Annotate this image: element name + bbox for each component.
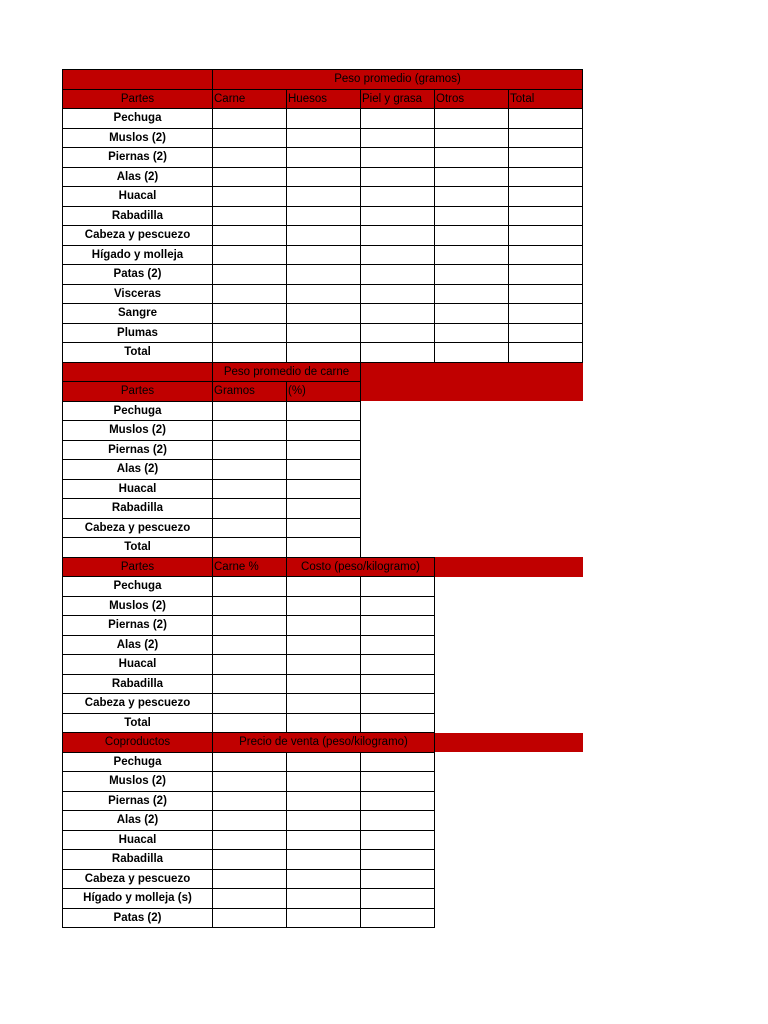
table-row bbox=[63, 323, 583, 343]
table-row bbox=[63, 577, 583, 597]
input-cell[interactable] bbox=[287, 674, 361, 694]
input-cell[interactable] bbox=[213, 226, 287, 246]
empty-cell bbox=[435, 440, 509, 460]
input-cell[interactable] bbox=[361, 245, 435, 265]
input-cell[interactable] bbox=[361, 343, 435, 363]
input-cell[interactable] bbox=[361, 226, 435, 246]
row-label: Cabeza y pescuezo bbox=[63, 694, 213, 714]
table-row bbox=[63, 460, 583, 480]
input-cell[interactable] bbox=[361, 889, 435, 909]
table-row bbox=[63, 655, 583, 675]
input-cell[interactable] bbox=[287, 304, 361, 324]
input-cell[interactable] bbox=[213, 245, 287, 265]
row-label: Alas (2) bbox=[63, 635, 213, 655]
input-cell[interactable] bbox=[213, 265, 287, 285]
input-cell[interactable] bbox=[287, 889, 361, 909]
row-label: Pechuga bbox=[63, 752, 213, 772]
input-cell[interactable] bbox=[509, 206, 583, 226]
empty-cell bbox=[509, 713, 583, 733]
column-header: Gramos bbox=[213, 382, 287, 402]
table-row bbox=[63, 713, 583, 733]
row-label: Plumas bbox=[63, 323, 213, 343]
input-cell[interactable] bbox=[435, 323, 509, 343]
empty-cell bbox=[435, 635, 509, 655]
input-cell[interactable] bbox=[213, 538, 287, 558]
empty-cell bbox=[435, 694, 509, 714]
input-cell[interactable] bbox=[287, 109, 361, 129]
input-cell[interactable] bbox=[287, 655, 361, 675]
input-cell[interactable] bbox=[287, 460, 361, 480]
input-cell[interactable] bbox=[213, 713, 287, 733]
input-cell[interactable] bbox=[213, 128, 287, 148]
input-cell[interactable] bbox=[435, 245, 509, 265]
input-cell[interactable] bbox=[361, 596, 435, 616]
empty-cell bbox=[435, 752, 509, 772]
empty-cell bbox=[509, 733, 583, 753]
empty-cell bbox=[435, 499, 509, 519]
input-cell[interactable] bbox=[509, 109, 583, 129]
input-cell[interactable] bbox=[287, 694, 361, 714]
row-label: Total bbox=[63, 713, 213, 733]
input-cell[interactable] bbox=[213, 167, 287, 187]
input-cell[interactable] bbox=[213, 674, 287, 694]
empty-cell bbox=[435, 908, 509, 928]
input-cell[interactable] bbox=[435, 148, 509, 168]
empty-cell bbox=[435, 401, 509, 421]
input-cell[interactable] bbox=[361, 616, 435, 636]
input-cell[interactable] bbox=[287, 791, 361, 811]
row-label: Visceras bbox=[63, 284, 213, 304]
input-cell[interactable] bbox=[361, 830, 435, 850]
empty-cell bbox=[509, 616, 583, 636]
column-header: Otros bbox=[435, 89, 509, 109]
table-row bbox=[63, 167, 583, 187]
table-row bbox=[63, 538, 583, 558]
table-row bbox=[63, 850, 583, 870]
empty-cell bbox=[435, 869, 509, 889]
input-cell[interactable] bbox=[287, 908, 361, 928]
input-cell[interactable] bbox=[435, 128, 509, 148]
row-label: Alas (2) bbox=[63, 811, 213, 831]
table-row bbox=[63, 635, 583, 655]
input-cell[interactable] bbox=[361, 109, 435, 129]
empty-cell bbox=[435, 596, 509, 616]
empty-cell bbox=[435, 830, 509, 850]
empty-cell bbox=[435, 811, 509, 831]
empty-cell bbox=[509, 362, 583, 382]
row-label: Huacal bbox=[63, 187, 213, 207]
input-cell[interactable] bbox=[213, 460, 287, 480]
row-label: Alas (2) bbox=[63, 167, 213, 187]
empty-cell bbox=[435, 460, 509, 480]
input-cell[interactable] bbox=[213, 791, 287, 811]
column-header: Piel y grasa bbox=[361, 89, 435, 109]
row-label: Pechuga bbox=[63, 577, 213, 597]
row-label: Cabeza y pescuezo bbox=[63, 226, 213, 246]
input-cell[interactable] bbox=[213, 187, 287, 207]
input-cell[interactable] bbox=[287, 850, 361, 870]
table-row bbox=[63, 518, 583, 538]
row-label: Alas (2) bbox=[63, 460, 213, 480]
empty-cell bbox=[509, 655, 583, 675]
table-row bbox=[63, 889, 583, 909]
table-row bbox=[63, 772, 583, 792]
table-row bbox=[63, 830, 583, 850]
row-label: Patas (2) bbox=[63, 908, 213, 928]
input-cell[interactable] bbox=[287, 323, 361, 343]
input-cell[interactable] bbox=[213, 869, 287, 889]
empty-cell bbox=[509, 596, 583, 616]
input-cell[interactable] bbox=[213, 518, 287, 538]
input-cell[interactable] bbox=[287, 128, 361, 148]
table-row bbox=[63, 265, 583, 285]
input-cell[interactable] bbox=[213, 401, 287, 421]
empty-cell bbox=[509, 382, 583, 402]
input-cell[interactable] bbox=[509, 284, 583, 304]
input-cell[interactable] bbox=[287, 187, 361, 207]
input-cell[interactable] bbox=[213, 499, 287, 519]
input-cell[interactable] bbox=[213, 850, 287, 870]
input-cell[interactable] bbox=[361, 635, 435, 655]
row-label: Rabadilla bbox=[63, 850, 213, 870]
input-cell[interactable] bbox=[361, 772, 435, 792]
empty-cell bbox=[361, 382, 435, 402]
row-label: Sangre bbox=[63, 304, 213, 324]
table-row bbox=[63, 187, 583, 207]
row-label: Muslos (2) bbox=[63, 421, 213, 441]
input-cell[interactable] bbox=[213, 421, 287, 441]
empty-cell bbox=[509, 850, 583, 870]
input-cell[interactable] bbox=[361, 908, 435, 928]
input-cell[interactable] bbox=[287, 830, 361, 850]
input-cell[interactable] bbox=[509, 187, 583, 207]
table-row bbox=[63, 752, 583, 772]
row-label: Cabeza y pescuezo bbox=[63, 869, 213, 889]
row-label: Huacal bbox=[63, 830, 213, 850]
column-header: Precio de venta (peso/kilogramo) bbox=[213, 733, 435, 753]
input-cell[interactable] bbox=[287, 538, 361, 558]
input-cell[interactable] bbox=[213, 206, 287, 226]
input-cell[interactable] bbox=[287, 284, 361, 304]
row-label: Patas (2) bbox=[63, 265, 213, 285]
empty-cell bbox=[361, 538, 435, 558]
input-cell[interactable] bbox=[509, 226, 583, 246]
empty-cell bbox=[361, 479, 435, 499]
input-cell[interactable] bbox=[361, 187, 435, 207]
input-cell[interactable] bbox=[213, 323, 287, 343]
input-cell[interactable] bbox=[287, 265, 361, 285]
input-cell[interactable] bbox=[213, 479, 287, 499]
input-cell[interactable] bbox=[287, 440, 361, 460]
empty-cell bbox=[509, 421, 583, 441]
input-cell[interactable] bbox=[361, 752, 435, 772]
input-cell[interactable] bbox=[213, 889, 287, 909]
input-cell[interactable] bbox=[361, 869, 435, 889]
input-cell[interactable] bbox=[435, 284, 509, 304]
empty-cell bbox=[361, 499, 435, 519]
input-cell[interactable] bbox=[287, 206, 361, 226]
input-cell[interactable] bbox=[509, 343, 583, 363]
empty-cell bbox=[509, 869, 583, 889]
input-cell[interactable] bbox=[213, 440, 287, 460]
column-header: Costo (peso/kilogramo) bbox=[287, 557, 435, 577]
row-label: Rabadilla bbox=[63, 674, 213, 694]
row-label: Muslos (2) bbox=[63, 772, 213, 792]
input-cell[interactable] bbox=[287, 226, 361, 246]
row-label: Huacal bbox=[63, 655, 213, 675]
spreadsheet-table bbox=[62, 69, 583, 928]
input-cell[interactable] bbox=[361, 323, 435, 343]
table-row bbox=[63, 148, 583, 168]
empty-cell bbox=[509, 479, 583, 499]
empty-cell bbox=[435, 557, 509, 577]
table-row bbox=[63, 245, 583, 265]
empty-cell bbox=[509, 830, 583, 850]
input-cell[interactable] bbox=[287, 148, 361, 168]
input-cell[interactable] bbox=[435, 304, 509, 324]
input-cell[interactable] bbox=[213, 577, 287, 597]
input-cell[interactable] bbox=[361, 713, 435, 733]
row-label: Piernas (2) bbox=[63, 791, 213, 811]
input-cell[interactable] bbox=[361, 206, 435, 226]
empty-cell bbox=[435, 889, 509, 909]
column-header: Partes bbox=[63, 557, 213, 577]
empty-cell bbox=[435, 791, 509, 811]
empty-cell bbox=[435, 850, 509, 870]
empty-cell bbox=[435, 382, 509, 402]
empty-cell bbox=[435, 538, 509, 558]
input-cell[interactable] bbox=[213, 284, 287, 304]
empty-cell bbox=[509, 791, 583, 811]
input-cell[interactable] bbox=[509, 323, 583, 343]
row-label: Pechuga bbox=[63, 401, 213, 421]
corner-cell bbox=[63, 362, 213, 382]
column-header: Coproductos bbox=[63, 733, 213, 753]
table-row bbox=[63, 694, 583, 714]
input-cell[interactable] bbox=[435, 206, 509, 226]
table-row bbox=[63, 109, 583, 129]
table-row bbox=[63, 401, 583, 421]
input-cell[interactable] bbox=[435, 187, 509, 207]
empty-cell bbox=[509, 889, 583, 909]
empty-cell bbox=[509, 538, 583, 558]
row-label: Piernas (2) bbox=[63, 148, 213, 168]
empty-cell bbox=[509, 499, 583, 519]
input-cell[interactable] bbox=[361, 811, 435, 831]
input-cell[interactable] bbox=[287, 772, 361, 792]
input-cell[interactable] bbox=[361, 674, 435, 694]
input-cell[interactable] bbox=[213, 596, 287, 616]
input-cell[interactable] bbox=[287, 167, 361, 187]
input-cell[interactable] bbox=[435, 265, 509, 285]
empty-cell bbox=[509, 635, 583, 655]
group-header: Peso promedio (gramos) bbox=[213, 70, 583, 90]
input-cell[interactable] bbox=[509, 304, 583, 324]
row-label: Huacal bbox=[63, 479, 213, 499]
input-cell[interactable] bbox=[287, 811, 361, 831]
input-cell[interactable] bbox=[361, 128, 435, 148]
empty-cell bbox=[435, 616, 509, 636]
table-row bbox=[63, 421, 583, 441]
empty-cell bbox=[361, 421, 435, 441]
column-header: Carne % bbox=[213, 557, 287, 577]
input-cell[interactable] bbox=[213, 109, 287, 129]
row-label: Total bbox=[63, 343, 213, 363]
table-row bbox=[63, 869, 583, 889]
row-label: Total bbox=[63, 538, 213, 558]
input-cell[interactable] bbox=[361, 284, 435, 304]
table-row bbox=[63, 304, 583, 324]
input-cell[interactable] bbox=[287, 421, 361, 441]
input-cell[interactable] bbox=[509, 128, 583, 148]
row-label: Piernas (2) bbox=[63, 440, 213, 460]
input-cell[interactable] bbox=[287, 401, 361, 421]
empty-cell bbox=[509, 440, 583, 460]
corner-cell bbox=[63, 70, 213, 90]
empty-cell bbox=[435, 518, 509, 538]
empty-cell bbox=[435, 577, 509, 597]
input-cell[interactable] bbox=[509, 148, 583, 168]
input-cell[interactable] bbox=[361, 791, 435, 811]
input-cell[interactable] bbox=[509, 265, 583, 285]
input-cell[interactable] bbox=[213, 830, 287, 850]
input-cell[interactable] bbox=[509, 167, 583, 187]
table-row bbox=[63, 128, 583, 148]
input-cell[interactable] bbox=[213, 811, 287, 831]
input-cell[interactable] bbox=[361, 577, 435, 597]
column-header: (%) bbox=[287, 382, 361, 402]
empty-cell bbox=[435, 421, 509, 441]
row-label: Hígado y molleja (s) bbox=[63, 889, 213, 909]
empty-cell bbox=[509, 577, 583, 597]
input-cell[interactable] bbox=[213, 772, 287, 792]
table-row bbox=[63, 284, 583, 304]
empty-cell bbox=[509, 752, 583, 772]
empty-cell bbox=[509, 772, 583, 792]
input-cell[interactable] bbox=[213, 908, 287, 928]
empty-cell bbox=[435, 362, 509, 382]
input-cell[interactable] bbox=[287, 577, 361, 597]
input-cell[interactable] bbox=[213, 635, 287, 655]
input-cell[interactable] bbox=[287, 479, 361, 499]
table-row bbox=[63, 206, 583, 226]
empty-cell bbox=[361, 440, 435, 460]
table-row bbox=[63, 908, 583, 928]
table-row bbox=[63, 226, 583, 246]
input-cell[interactable] bbox=[287, 869, 361, 889]
input-cell[interactable] bbox=[361, 694, 435, 714]
row-label: Rabadilla bbox=[63, 206, 213, 226]
row-label: Piernas (2) bbox=[63, 616, 213, 636]
input-cell[interactable] bbox=[287, 596, 361, 616]
empty-cell bbox=[435, 655, 509, 675]
input-cell[interactable] bbox=[435, 226, 509, 246]
table-row bbox=[63, 596, 583, 616]
input-cell[interactable] bbox=[287, 752, 361, 772]
empty-cell bbox=[361, 362, 435, 382]
input-cell[interactable] bbox=[435, 343, 509, 363]
empty-cell bbox=[509, 694, 583, 714]
empty-cell bbox=[435, 772, 509, 792]
input-cell[interactable] bbox=[361, 850, 435, 870]
input-cell[interactable] bbox=[287, 518, 361, 538]
table-row bbox=[63, 499, 583, 519]
input-cell[interactable] bbox=[287, 245, 361, 265]
table-row bbox=[63, 343, 583, 363]
column-header: Carne bbox=[213, 89, 287, 109]
empty-cell bbox=[435, 674, 509, 694]
input-cell[interactable] bbox=[361, 304, 435, 324]
empty-cell bbox=[509, 518, 583, 538]
empty-cell bbox=[509, 460, 583, 480]
row-label: Cabeza y pescuezo bbox=[63, 518, 213, 538]
input-cell[interactable] bbox=[213, 343, 287, 363]
input-cell[interactable] bbox=[287, 635, 361, 655]
input-cell[interactable] bbox=[213, 148, 287, 168]
column-header: Partes bbox=[63, 382, 213, 402]
table-row bbox=[63, 811, 583, 831]
input-cell[interactable] bbox=[361, 167, 435, 187]
empty-cell bbox=[361, 401, 435, 421]
input-cell[interactable] bbox=[435, 167, 509, 187]
input-cell[interactable] bbox=[509, 245, 583, 265]
input-cell[interactable] bbox=[213, 752, 287, 772]
input-cell[interactable] bbox=[213, 616, 287, 636]
column-header: Huesos bbox=[287, 89, 361, 109]
row-label: Pechuga bbox=[63, 109, 213, 129]
input-cell[interactable] bbox=[361, 655, 435, 675]
input-cell[interactable] bbox=[287, 499, 361, 519]
input-cell[interactable] bbox=[287, 616, 361, 636]
input-cell[interactable] bbox=[213, 694, 287, 714]
empty-cell bbox=[509, 908, 583, 928]
empty-cell bbox=[435, 733, 509, 753]
input-cell[interactable] bbox=[287, 713, 361, 733]
column-header: Total bbox=[509, 89, 583, 109]
empty-cell bbox=[509, 674, 583, 694]
input-cell[interactable] bbox=[361, 148, 435, 168]
table-row bbox=[63, 791, 583, 811]
input-cell[interactable] bbox=[213, 655, 287, 675]
table-row bbox=[63, 440, 583, 460]
table-row bbox=[63, 674, 583, 694]
empty-cell bbox=[509, 557, 583, 577]
row-label: Muslos (2) bbox=[63, 596, 213, 616]
empty-cell bbox=[361, 460, 435, 480]
input-cell[interactable] bbox=[435, 109, 509, 129]
table-row bbox=[63, 479, 583, 499]
row-label: Rabadilla bbox=[63, 499, 213, 519]
row-label: Hígado y molleja bbox=[63, 245, 213, 265]
empty-cell bbox=[509, 401, 583, 421]
row-label: Muslos (2) bbox=[63, 128, 213, 148]
input-cell[interactable] bbox=[361, 265, 435, 285]
empty-cell bbox=[361, 518, 435, 538]
group-header: Peso promedio de carne bbox=[213, 362, 361, 382]
input-cell[interactable] bbox=[287, 343, 361, 363]
column-header: Partes bbox=[63, 89, 213, 109]
table-row bbox=[63, 616, 583, 636]
empty-cell bbox=[435, 713, 509, 733]
spreadsheet bbox=[62, 69, 583, 928]
empty-cell bbox=[435, 479, 509, 499]
empty-cell bbox=[509, 811, 583, 831]
input-cell[interactable] bbox=[213, 304, 287, 324]
